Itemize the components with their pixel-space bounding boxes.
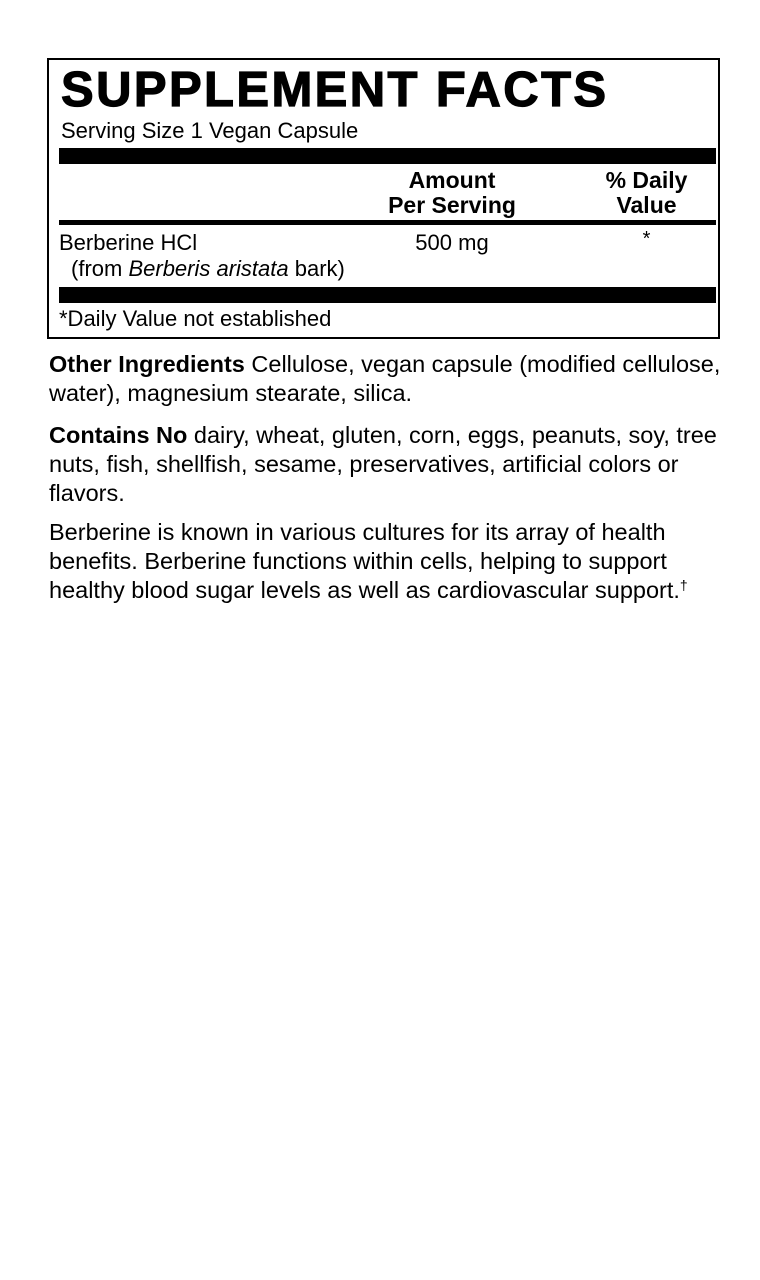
dagger-mark: †	[679, 577, 688, 593]
ingredient-daily-value: *	[642, 228, 651, 250]
ingredient-amount: 500 mg	[415, 230, 489, 255]
other-ingredients-text: Cellulose, vegan capsule (modified cellulose, water), magnesium stearate, silica.	[49, 351, 721, 406]
description-text: Berberine is known in various cultures for its array of health benefits. Berberine functions within cells, helping to support healthy blood sugar levels as well as cardiovascular support.	[49, 519, 680, 603]
column-header-dv-line2: Value	[616, 192, 677, 218]
divider-header	[59, 220, 716, 225]
ingredient-source-prefix: (from	[71, 256, 129, 281]
contains-no-label: Contains No	[49, 422, 188, 448]
panel-title: SUPPLEMENT FACTS	[61, 63, 609, 117]
contains-no-text: dairy, wheat, gluten, corn, eggs, peanuts, soy, tree nuts, fish, shellfish, sesame, preservatives, artificial colors or flavors.	[49, 422, 717, 506]
divider-thick-top	[59, 148, 716, 164]
contains-no	[49, 421, 729, 508]
ingredient-source-suffix: bark)	[288, 256, 345, 281]
column-header-amount	[367, 168, 537, 218]
other-ingredients-label: Other Ingredients	[49, 351, 245, 377]
product-description	[49, 518, 729, 605]
column-header-amount-line1: Amount	[408, 167, 496, 193]
ingredient-source	[71, 256, 345, 282]
other-ingredients	[49, 350, 729, 408]
divider-thick-bottom	[59, 287, 716, 303]
ingredient-source-species: Berberis aristata	[128, 256, 289, 281]
ingredient-name: Berberine HCl	[59, 230, 198, 255]
daily-value-footnote: *Daily Value not established	[59, 306, 332, 331]
supplement-facts-panel	[47, 58, 720, 339]
column-header-dv-line1: % Daily	[605, 167, 688, 193]
column-header-daily-value	[569, 168, 724, 218]
column-header-amount-line2: Per Serving	[388, 192, 516, 218]
serving-size: Serving Size 1 Vegan Capsule	[61, 118, 359, 143]
